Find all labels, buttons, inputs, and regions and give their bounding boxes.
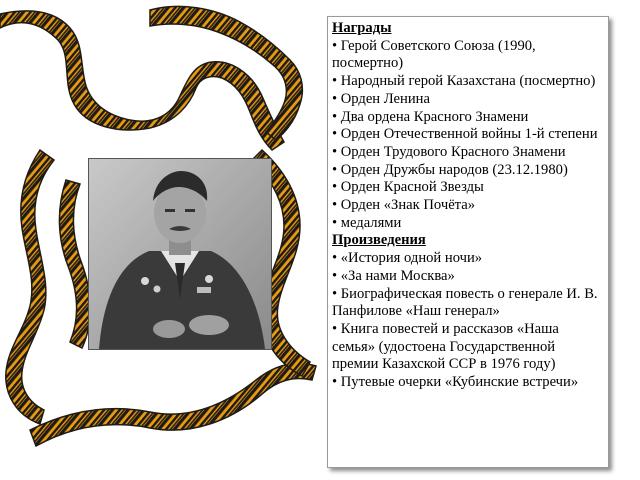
work-item: • «История одной ночи» bbox=[332, 250, 483, 267]
work-item: • Путевые очерки «Кубинские встречи» bbox=[332, 374, 579, 391]
ribbon-left bbox=[6, 150, 54, 424]
award-item: • Орден Ленина bbox=[332, 90, 430, 107]
award-item: • медалями bbox=[332, 214, 402, 231]
award-item: • Орден «Знак Почёта» bbox=[332, 197, 476, 214]
award-item: • Орден Трудового Красного Знамени bbox=[332, 143, 566, 160]
award-item: • Народный герой Казахстана (посмертно) bbox=[332, 73, 596, 90]
awards-heading: Награды bbox=[332, 20, 392, 36]
work-item: • Биографическая повесть о генерале И. В. Панфилове «Наш генерал» bbox=[332, 285, 598, 320]
portrait-photo bbox=[88, 158, 272, 350]
info-textbox bbox=[327, 16, 609, 468]
ribbon-left-inner bbox=[59, 180, 90, 348]
award-item: • Герой Советского Союза (1990, посмертно) bbox=[332, 37, 536, 72]
portrait-image bbox=[89, 159, 271, 349]
award-item: • Орден Отечественной войны 1-й степени bbox=[332, 126, 598, 143]
award-item: • Орден Дружбы народов (23.12.1980) bbox=[332, 161, 568, 178]
award-item: • Орден Красной Звезды bbox=[332, 179, 484, 196]
work-item: • Книга повестей и рассказов «Наша семья» (удостоена Государственной премии Казахской ССР в 1976 году) bbox=[332, 320, 559, 373]
works-heading: Произведения bbox=[332, 232, 426, 249]
work-item: • «За нами Москва» bbox=[332, 267, 455, 284]
award-item: • Два ордена Красного Знамени bbox=[332, 108, 529, 125]
ribbon-bottom bbox=[30, 363, 316, 446]
